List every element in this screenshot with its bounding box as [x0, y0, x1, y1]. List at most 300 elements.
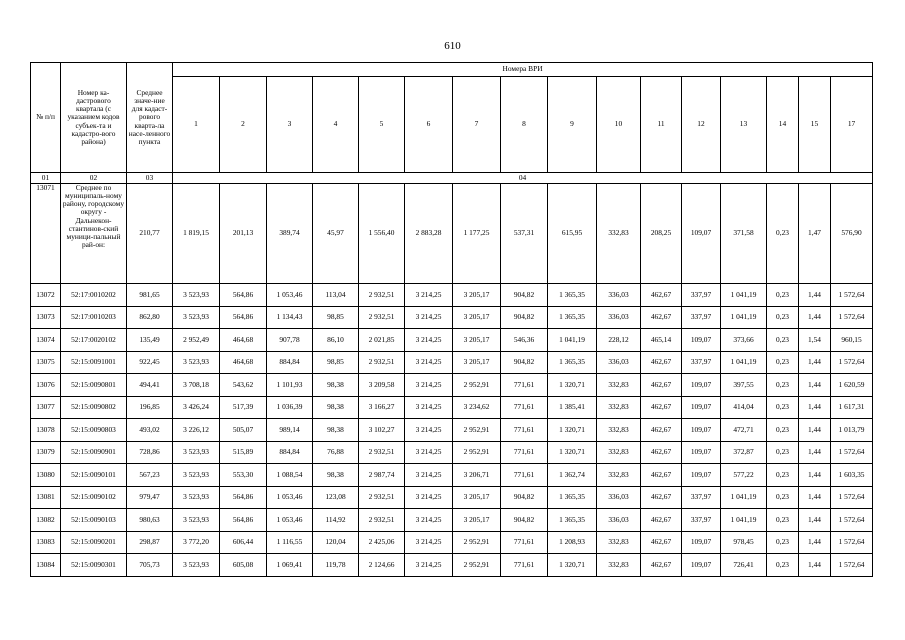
cell-value: 373,66	[721, 329, 767, 352]
vri-table	[30, 62, 873, 577]
row-number: 13077	[31, 396, 61, 419]
cell-value: 1 041,19	[730, 492, 757, 502]
cell-value: 389,74	[267, 184, 313, 284]
table-row	[31, 509, 873, 532]
vri-number-header: 7	[453, 77, 501, 173]
cell-value: 462,67	[641, 486, 682, 509]
cell-value: 3 523,93	[173, 351, 220, 374]
cell-value: 3 523,93	[173, 509, 220, 532]
cell-value: 76,88	[313, 441, 359, 464]
cell-value: 505,07	[220, 419, 267, 442]
cell-value: 771,61	[501, 441, 548, 464]
row-number: 13082	[31, 509, 61, 532]
cell	[831, 306, 873, 329]
cell-value: 904,82	[501, 306, 548, 329]
cell	[548, 531, 597, 554]
table-row	[31, 531, 873, 554]
row-number: 13073	[31, 306, 61, 329]
vri-number-header: 3	[267, 77, 313, 173]
cell-value: 397,55	[721, 374, 767, 397]
cell-value: 98,38	[313, 374, 359, 397]
cell-value: 109,07	[682, 396, 721, 419]
cell	[831, 531, 873, 554]
average-row	[31, 184, 873, 284]
cell-value: 337,97	[682, 486, 721, 509]
cell	[831, 554, 873, 577]
cell-value: 337,97	[682, 306, 721, 329]
cell-value: 332,83	[597, 396, 641, 419]
vri-number-header: 12	[682, 77, 721, 173]
cell-value: 3 523,93	[173, 441, 220, 464]
col-header-num: № п/п	[31, 63, 61, 173]
cell-value: 515,89	[220, 441, 267, 464]
cell	[721, 509, 767, 532]
cell-value: 119,78	[313, 554, 359, 577]
cell-value: 3 214,25	[405, 284, 453, 307]
cell	[831, 419, 873, 442]
cell-value: 3 205,17	[453, 351, 501, 374]
cell-value: 462,67	[641, 464, 682, 487]
cell-value: 1 572,64	[838, 289, 865, 299]
vri-number-header: 14	[767, 77, 799, 173]
cell-value: 2 932,51	[359, 441, 405, 464]
cell-value: 0,23	[767, 531, 799, 554]
table-row	[31, 464, 873, 487]
table-row	[31, 419, 873, 442]
col-header-avg: Среднее значе-ние для кадаст-рового кварта-ла насе-ленного пункта	[127, 63, 173, 173]
row-number: 13079	[31, 441, 61, 464]
cell-value: 3 226,12	[173, 419, 220, 442]
cell	[548, 396, 597, 419]
table-row	[31, 306, 873, 329]
cell-value: 2 932,51	[359, 509, 405, 532]
cell	[548, 464, 597, 487]
cell-value: 1,54	[799, 329, 831, 352]
row-number: 13080	[31, 464, 61, 487]
cell	[548, 554, 597, 577]
cell-value: 3 205,17	[453, 284, 501, 307]
cell-value: 372,87	[721, 441, 767, 464]
cell-value: 1 208,93	[559, 537, 585, 547]
quarter-average: 922,45	[127, 351, 173, 374]
cell-value: 1 088,54	[276, 469, 303, 479]
cell-value: 543,62	[220, 374, 267, 397]
cell-value: 606,44	[220, 531, 267, 554]
vri-number-header: 2	[220, 77, 267, 173]
cell-value: 3 523,93	[173, 486, 220, 509]
cell-value: 904,82	[501, 284, 548, 307]
cell-value: 337,97	[682, 284, 721, 307]
vri-number-header: 11	[641, 77, 682, 173]
cell-value: 2 952,91	[453, 419, 501, 442]
cadastral-quarter: 52:17:0010202	[61, 284, 127, 307]
cell-value: 2 952,49	[173, 329, 220, 352]
cell-value: 332,83	[597, 531, 641, 554]
cell-value: 86,10	[313, 329, 359, 352]
quarter-average: 567,23	[127, 464, 173, 487]
row-number: 13074	[31, 329, 61, 352]
cell-value: 3 209,58	[359, 374, 405, 397]
cell-value: 978,45	[721, 531, 767, 554]
cell-value: 2 952,91	[453, 531, 501, 554]
cell-value: 884,84	[267, 441, 313, 464]
cell-value: 1 620,59	[838, 379, 865, 389]
cell-value: 3 214,25	[405, 531, 453, 554]
table-row	[31, 284, 873, 307]
cell-value: 1,44	[799, 486, 831, 509]
table-row	[31, 374, 873, 397]
cell-value: 2 021,85	[359, 329, 405, 352]
cell-value: 1 385,41	[559, 402, 585, 412]
row-number: 13072	[31, 284, 61, 307]
row-number: 13071	[31, 184, 61, 284]
cell-value: 3 205,17	[453, 486, 501, 509]
cell-value: 3 523,93	[173, 306, 220, 329]
cell	[267, 464, 313, 487]
cell	[267, 284, 313, 307]
cell-value: 3 102,27	[359, 419, 405, 442]
cell-value: 1,44	[799, 374, 831, 397]
cell-value: 337,97	[682, 351, 721, 374]
cell	[267, 486, 313, 509]
cell-value: 462,67	[641, 284, 682, 307]
cell-value: 1,44	[799, 396, 831, 419]
cell	[831, 441, 873, 464]
cell-value: 1 053,46	[276, 492, 303, 502]
cell-value: 2 932,51	[359, 306, 405, 329]
cadastral-quarter: 52:15:0090102	[61, 486, 127, 509]
cell-value: 577,22	[721, 464, 767, 487]
vri-number-header: 4	[313, 77, 359, 173]
cell	[831, 464, 873, 487]
cell-value: 1 320,71	[559, 424, 585, 434]
cell-value: 2 932,51	[359, 486, 405, 509]
cadastral-quarter: 52:15:0090801	[61, 374, 127, 397]
cell	[831, 396, 873, 419]
cell-value: 0,23	[767, 509, 799, 532]
quarter-average: 862,80	[127, 306, 173, 329]
cell-value: 564,86	[220, 509, 267, 532]
cell	[721, 284, 767, 307]
cell-value: 3 214,25	[405, 306, 453, 329]
cell-value: 726,41	[721, 554, 767, 577]
cell-value: 1 041,19	[730, 357, 757, 367]
cell-value: 1 041,19	[730, 312, 757, 322]
vri-number-header: 8	[501, 77, 548, 173]
quarter-average: 705,73	[127, 554, 173, 577]
cell-value: 1 320,71	[559, 447, 585, 457]
cell-value: 109,07	[682, 554, 721, 577]
cell-value: 3 214,25	[405, 464, 453, 487]
cell-value: 0,23	[767, 396, 799, 419]
cell-value: 884,84	[267, 351, 313, 374]
cell-value: 1 365,35	[559, 357, 585, 367]
cell-value: 2 952,91	[453, 374, 501, 397]
cell-value: 0,23	[767, 374, 799, 397]
cell-value: 2 124,66	[359, 554, 405, 577]
row-number: 13081	[31, 486, 61, 509]
cell-value: 3 214,25	[405, 419, 453, 442]
col-header-quarter: Номер ка-дастрового квартала (с указанием кодов субъек-та и кадастро-вого района)	[61, 63, 127, 173]
cell-value: 208,25	[641, 184, 682, 284]
cell-value: 109,07	[682, 329, 721, 352]
cell-value: 1,44	[799, 306, 831, 329]
cell-value: 0,23	[767, 441, 799, 464]
cell	[267, 396, 313, 419]
cell-value: 109,07	[682, 419, 721, 442]
vri-group-header: Номера ВРИ	[173, 63, 873, 77]
cell-value: 337,97	[682, 509, 721, 532]
cell-value: 462,67	[641, 531, 682, 554]
cell-value: 371,58	[721, 184, 767, 284]
cell-value: 2 932,51	[359, 351, 405, 374]
cell-value: 537,31	[501, 184, 548, 284]
cell-value: 564,86	[220, 486, 267, 509]
cell-value: 332,83	[597, 419, 641, 442]
cell-value: 564,86	[220, 306, 267, 329]
quarter-average: 494,41	[127, 374, 173, 397]
cell	[548, 419, 597, 442]
cell-value: 0,23	[767, 464, 799, 487]
cell-value: 462,67	[641, 396, 682, 419]
cell-value: 1 362,74	[559, 469, 585, 479]
cell	[267, 509, 313, 532]
vri-number-header: 15	[799, 77, 831, 173]
cell-value: 771,61	[501, 464, 548, 487]
vri-number-header: 10	[597, 77, 641, 173]
average-label: Среднее по муниципаль-ному району, городскому округу - Дальнекон-стантинов-ский муници-пальный рай-он:	[61, 184, 127, 284]
cadastral-quarter: 52:15:0090301	[61, 554, 127, 577]
cell	[548, 509, 597, 532]
cell-value: 98,38	[313, 419, 359, 442]
cell	[267, 554, 313, 577]
cell-value: 462,67	[641, 554, 682, 577]
cell-value: 109,07	[682, 464, 721, 487]
cell-value: 3 206,71	[453, 464, 501, 487]
cell	[831, 351, 873, 374]
cell-value: 472,71	[721, 419, 767, 442]
cell-value: 904,82	[501, 351, 548, 374]
cell-value: 336,03	[597, 486, 641, 509]
cell-value: 771,61	[501, 531, 548, 554]
cell-value: 3 205,17	[453, 509, 501, 532]
code-01: 01	[31, 173, 61, 184]
cell-value: 960,15	[831, 329, 873, 352]
cell	[267, 531, 313, 554]
cell-value: 2 932,51	[359, 284, 405, 307]
cell	[548, 441, 597, 464]
cell-value: 109,07	[682, 374, 721, 397]
cell-value: 1 036,39	[276, 402, 303, 412]
table-row	[31, 396, 873, 419]
cell-value: 462,67	[641, 441, 682, 464]
cell-value: 1,44	[799, 284, 831, 307]
cell-value: 2 987,74	[359, 464, 405, 487]
cell	[548, 486, 597, 509]
cell-value: 332,83	[597, 464, 641, 487]
cell-value: 1,44	[799, 441, 831, 464]
cell-value: 336,03	[597, 284, 641, 307]
cadastral-quarter: 52:15:0090101	[61, 464, 127, 487]
cell-value: 3 708,18	[173, 374, 220, 397]
cell-value: 1 365,35	[559, 492, 585, 502]
code-04: 04	[173, 173, 873, 184]
cell-value: 332,83	[597, 554, 641, 577]
vri-number-header: 6	[405, 77, 453, 173]
cell-value: 3 523,93	[173, 284, 220, 307]
code-03: 03	[127, 173, 173, 184]
cell-value: 0,23	[767, 419, 799, 442]
cell-value: 1 069,41	[276, 559, 303, 569]
cadastral-quarter: 52:15:0091001	[61, 351, 127, 374]
cell	[267, 374, 313, 397]
cell-value: 1 101,93	[276, 379, 303, 389]
table-row	[31, 351, 873, 374]
cell-value: 0,23	[767, 486, 799, 509]
cell-value: 45,97	[313, 184, 359, 284]
quarter-average: 728,86	[127, 441, 173, 464]
cell-value: 1 041,19	[559, 334, 585, 344]
table-row	[31, 554, 873, 577]
vri-number-header: 17	[831, 77, 873, 173]
cell-value: 1,44	[799, 464, 831, 487]
vri-number-header: 13	[721, 77, 767, 173]
cell-value: 1,44	[799, 419, 831, 442]
cell-value: 3 166,27	[359, 396, 405, 419]
cell-value: 546,36	[501, 329, 548, 352]
cell-value: 553,30	[220, 464, 267, 487]
cell-value: 1 320,71	[559, 559, 585, 569]
cell-value: 336,03	[597, 351, 641, 374]
cadastral-quarter: 52:15:0090201	[61, 531, 127, 554]
cell-value: 332,83	[597, 184, 641, 284]
cell-value: 462,67	[641, 509, 682, 532]
cell-value: 462,67	[641, 419, 682, 442]
row-number: 13078	[31, 419, 61, 442]
cell-value: 336,03	[597, 306, 641, 329]
cell-value: 576,90	[831, 184, 873, 284]
cell-value: 1 365,35	[559, 514, 585, 524]
cell-value: 336,03	[597, 509, 641, 532]
cell-value: 1 116,55	[276, 537, 303, 547]
cell-value: 1 617,31	[838, 402, 865, 412]
code-02: 02	[61, 173, 127, 184]
cell-value: 414,04	[721, 396, 767, 419]
cell-value: 1 572,64	[838, 447, 865, 457]
cell	[548, 351, 597, 374]
cell-value: 3 205,17	[453, 329, 501, 352]
cell-value: 98,85	[313, 306, 359, 329]
cell-value: 109,07	[682, 441, 721, 464]
cell-value: 904,82	[501, 486, 548, 509]
cell-value: 0,23	[767, 554, 799, 577]
cell-value: 201,13	[220, 184, 267, 284]
cell	[267, 306, 313, 329]
cell-value: 3 214,25	[405, 329, 453, 352]
vri-number-header: 9	[548, 77, 597, 173]
cell-value: 462,67	[641, 374, 682, 397]
cell-value: 114,92	[313, 509, 359, 532]
cell-value: 1,47	[799, 184, 831, 284]
cell-value: 1 572,64	[838, 514, 865, 524]
cell-value: 3 214,25	[405, 554, 453, 577]
cell-value: 3 214,25	[405, 396, 453, 419]
cell-value: 1 013,79	[838, 424, 865, 434]
cell-value: 771,61	[501, 554, 548, 577]
cell-value: 517,39	[220, 396, 267, 419]
cell-value: 462,67	[641, 306, 682, 329]
cell-value: 1 572,64	[838, 357, 865, 367]
cell-value: 3 214,25	[405, 441, 453, 464]
table-row	[31, 329, 873, 352]
cell-value: 1,44	[799, 554, 831, 577]
cell-value: 564,86	[220, 284, 267, 307]
cell-value: 771,61	[501, 419, 548, 442]
table-row	[31, 441, 873, 464]
cell-value: 1 365,35	[559, 312, 585, 322]
cell-value: 1 053,46	[276, 514, 303, 524]
cell-value: 1 819,15	[173, 184, 220, 284]
cell	[548, 329, 597, 352]
cell-value: 1 572,64	[838, 537, 865, 547]
cell-value: 907,78	[267, 329, 313, 352]
cell-value: 1,44	[799, 531, 831, 554]
cadastral-quarter: 52:15:0090103	[61, 509, 127, 532]
cell-value: 1,44	[799, 509, 831, 532]
cell-value: 1 320,71	[559, 379, 585, 389]
cell-value: 0,23	[767, 351, 799, 374]
cell-value: 3 214,25	[405, 486, 453, 509]
row-number: 13084	[31, 554, 61, 577]
cell-value: 605,08	[220, 554, 267, 577]
cell-value: 1 603,35	[838, 469, 865, 479]
vri-table-body	[31, 184, 873, 577]
cell-value: 1 365,35	[559, 289, 585, 299]
cell-value: 120,04	[313, 531, 359, 554]
cell-value: 464,68	[220, 329, 267, 352]
quarter-average: 981,65	[127, 284, 173, 307]
cell-value: 0,23	[767, 284, 799, 307]
cell-value: 332,83	[597, 441, 641, 464]
cell-value: 989,14	[267, 419, 313, 442]
cadastral-quarter: 52:15:0090802	[61, 396, 127, 419]
cell-value: 465,14	[641, 329, 682, 352]
cadastral-quarter: 52:15:0090901	[61, 441, 127, 464]
cell-value: 771,61	[501, 374, 548, 397]
row-number: 13083	[31, 531, 61, 554]
table-row	[31, 486, 873, 509]
cell	[831, 486, 873, 509]
cell-value: 615,95	[548, 184, 597, 284]
cell-value: 1 041,19	[730, 514, 757, 524]
row-number: 13075	[31, 351, 61, 374]
cell-value: 0,23	[767, 329, 799, 352]
cell-value: 109,07	[682, 184, 721, 284]
cell-value: 771,61	[501, 396, 548, 419]
cell	[831, 284, 873, 307]
cell-value: 1 041,19	[730, 289, 757, 299]
row-number: 13076	[31, 374, 61, 397]
cell	[831, 374, 873, 397]
cell	[721, 306, 767, 329]
quarter-average: 298,87	[127, 531, 173, 554]
cell	[831, 509, 873, 532]
cell-value: 1 134,43	[276, 312, 303, 322]
cell-value: 2 425,06	[359, 531, 405, 554]
quarter-average: 979,47	[127, 486, 173, 509]
quarter-average: 135,49	[127, 329, 173, 352]
cell-value: 3 214,25	[405, 351, 453, 374]
